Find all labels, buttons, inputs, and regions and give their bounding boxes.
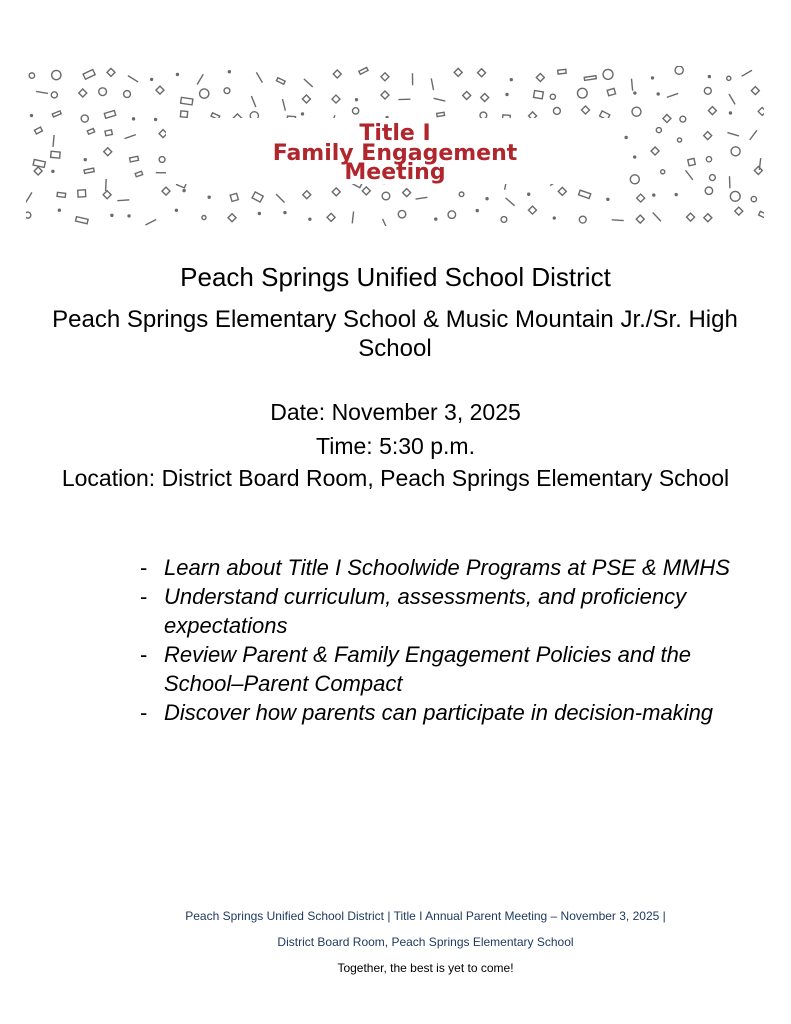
doodle-shape (634, 92, 636, 94)
meeting-time: Time: 5:30 p.m. (316, 433, 475, 459)
agenda-dash: - (140, 555, 148, 580)
doodle-shape (403, 189, 411, 197)
doodle-shape (481, 94, 489, 102)
doodle-shape (476, 210, 478, 212)
footer-tagline: Together, the best is yet to come! (337, 961, 514, 975)
doodle-shape (607, 88, 615, 95)
doodle-shape (359, 67, 368, 74)
doodle-shape (282, 99, 285, 111)
doodle-shape (754, 166, 762, 174)
doodle-shape (480, 112, 487, 119)
doodle-shape (398, 210, 405, 217)
doodle-shape (656, 128, 661, 133)
doodle-shape (352, 211, 353, 223)
doodle-shape (36, 91, 48, 93)
doodle-shape (128, 76, 138, 82)
agenda-item (140, 640, 740, 698)
doodle-shape (731, 147, 740, 156)
doodle-shape (705, 187, 712, 194)
agenda-item-text: Learn about Title I Schoolwide Programs at PSE & MMHS (164, 555, 730, 580)
doodle-shape (558, 187, 566, 195)
doodle-shape (352, 108, 358, 114)
doodle-shape (151, 78, 153, 80)
doodle-shape (125, 135, 136, 139)
doodle-shape (735, 207, 743, 215)
doodle-shape (183, 190, 185, 192)
doodle-shape (550, 94, 555, 99)
doodle-shape (634, 156, 636, 158)
doodle-shape (434, 98, 446, 101)
doodle-shape (506, 93, 508, 95)
doodle-shape (104, 111, 115, 119)
doodle-shape (478, 69, 486, 77)
doodle-shape (704, 132, 712, 140)
doodle-shape (663, 114, 671, 122)
agenda-dash: - (140, 700, 148, 725)
doodle-shape (197, 74, 203, 84)
doodle-shape (730, 191, 740, 201)
doodle-shape (276, 78, 285, 84)
doodle-shape (534, 91, 544, 99)
doodle-shape (34, 167, 42, 175)
doodle-shape (501, 217, 507, 223)
doodle-shape (251, 96, 256, 107)
doodle-shape (579, 190, 591, 198)
doodle-shape (332, 95, 340, 103)
doodle-shape (162, 187, 170, 195)
banner-title-line2: Family Engagement (272, 141, 518, 166)
doodle-shape (76, 217, 89, 224)
doodle-shape (51, 151, 61, 158)
doodle-shape (26, 192, 32, 202)
doodle-shape (758, 107, 764, 115)
doodle-shape (708, 76, 710, 78)
doodle-shape (51, 92, 57, 98)
doodle-shape (448, 211, 456, 219)
doodle-shape (105, 130, 112, 136)
meeting-details (0, 395, 791, 493)
school-doodle-pattern (26, 66, 764, 226)
doodle-shape (750, 130, 757, 140)
doodle-shape (729, 94, 735, 104)
doodle-shape (553, 217, 555, 219)
doodle-shape (553, 107, 560, 114)
doodle-shape (463, 92, 471, 100)
meeting-date: Date: November 3, 2025 (270, 399, 521, 425)
doodle-shape (124, 91, 131, 98)
doodle-shape (680, 116, 686, 122)
doodle-shape (653, 194, 655, 196)
doodle-shape (454, 68, 462, 76)
doodle-shape (228, 214, 236, 222)
doodle-shape (528, 206, 536, 214)
doodle-shape (30, 115, 32, 117)
doodle-shape (506, 198, 515, 206)
doodle-shape (284, 212, 286, 214)
doodle-shape (181, 97, 193, 104)
doodle-shape (558, 69, 567, 74)
doodle-shape (383, 219, 388, 226)
doodle-shape (224, 88, 230, 94)
doodle-shape (759, 211, 764, 219)
doodle-shape (107, 68, 115, 76)
doodle-shape (677, 138, 681, 142)
doodle-shape (133, 118, 135, 120)
title-banner (26, 66, 764, 226)
doodle-shape (145, 220, 156, 225)
doodle-shape (83, 70, 95, 80)
doodle-shape (258, 213, 260, 215)
doodle-shape (327, 213, 335, 221)
doodle-shape (675, 66, 683, 74)
doodle-shape (333, 70, 341, 78)
banner-title-line1: Title I (359, 121, 431, 146)
agenda-item-text: Review Parent & Family Engagement Policies and the School–Parent Compact (164, 642, 692, 696)
doodle-shape (117, 200, 129, 201)
doodle-shape (303, 191, 311, 199)
doodle-shape (180, 111, 187, 117)
doodle-shape (159, 157, 165, 163)
doodle-shape (332, 188, 340, 196)
doodle-shape (637, 194, 645, 202)
doodle-shape (81, 115, 88, 122)
doodle-shape (632, 107, 641, 116)
doodle-shape (536, 73, 544, 81)
doodle-shape (685, 170, 692, 180)
doodle-shape (156, 86, 164, 94)
doodle-shape (607, 198, 609, 200)
doodle-shape (751, 196, 756, 201)
doodle-shape (579, 216, 586, 223)
doodle-shape (106, 179, 107, 191)
doodle-shape (309, 218, 311, 220)
doodle-shape (688, 158, 696, 165)
doodle-shape (486, 198, 488, 200)
doodle-shape (416, 197, 428, 199)
doodle-shape (276, 194, 284, 202)
agenda-list (140, 553, 740, 727)
doodle-shape (26, 212, 31, 218)
doodle-shape (528, 193, 530, 195)
footer-line-2: District Board Room, Peach Springs Elementary School (277, 935, 574, 949)
doodle-shape (729, 112, 731, 114)
doodle-shape (630, 175, 639, 184)
doodle-shape (99, 88, 107, 96)
doodle-shape (582, 106, 590, 114)
doodle-shape (252, 192, 263, 202)
doodle-shape (381, 73, 389, 81)
doodle-shape (256, 72, 262, 82)
doodle-shape (727, 133, 738, 136)
doodle-shape (52, 70, 61, 79)
doodle-shape (382, 192, 390, 200)
banner-title-line3: Meeting (344, 160, 446, 185)
doodle-shape (704, 87, 711, 94)
doodle-shape (176, 73, 178, 75)
doodle-shape (437, 112, 445, 116)
doodle-shape (657, 93, 659, 95)
district-name: Peach Springs Unified School District (180, 262, 611, 292)
agenda-item-text: Discover how parents can participate in decision-making (164, 700, 714, 725)
doodle-shape (34, 127, 42, 134)
doodle-shape (706, 157, 711, 162)
doodle-shape (84, 168, 94, 173)
doodle-shape (175, 209, 177, 211)
doodle-shape (362, 187, 370, 195)
doodle-shape (135, 171, 143, 176)
doodle-shape (78, 190, 86, 197)
doodle-shape (687, 213, 695, 221)
doodle-shape (636, 215, 644, 223)
doodle-shape (356, 99, 358, 101)
doodle-shape (103, 191, 111, 199)
doodle-shape (87, 129, 94, 135)
doodle-shape (653, 212, 661, 221)
doodle-shape (652, 77, 654, 79)
doodle-shape (708, 107, 716, 115)
doodle-shape (301, 113, 303, 115)
doodle-shape (29, 73, 34, 78)
doodle-shape (584, 76, 596, 81)
school-names: Peach Springs Elementary School & Music Mountain Jr./Sr. High School (52, 306, 738, 362)
doodle-shape (53, 135, 54, 147)
agenda-item (140, 582, 740, 640)
doodle-shape (302, 95, 310, 103)
doodle-shape (727, 76, 731, 80)
doodle-shape (381, 91, 389, 99)
doodle-shape (704, 214, 712, 222)
doodle-shape (661, 170, 665, 174)
doodle-shape (230, 193, 238, 201)
doodle-shape (612, 220, 624, 221)
doodle-shape (200, 89, 209, 98)
doodle-shape (459, 192, 464, 197)
agenda-item (140, 698, 740, 727)
agenda-dash: - (140, 584, 148, 609)
doodle-shape (57, 192, 66, 197)
doodle-shape (128, 215, 130, 217)
doodle-shape (651, 147, 659, 155)
doodle-shape (667, 93, 678, 97)
doodle-shape (208, 196, 210, 198)
doodle-shape (228, 71, 230, 73)
doodle-shape (155, 118, 157, 120)
doodle-shape (104, 148, 112, 156)
doodle-shape (84, 159, 86, 161)
doodle-shape (510, 79, 512, 81)
doodle-shape (742, 70, 752, 76)
doodle-shape (202, 215, 206, 219)
doodle-shape (577, 88, 587, 98)
doodle-shape (52, 111, 61, 117)
doodle-shape (675, 194, 677, 196)
doodle-shape (751, 87, 759, 95)
doodle-shape (111, 214, 113, 216)
doodle-shape (130, 156, 139, 162)
doodle-shape (159, 130, 167, 138)
agenda-item-text: Understand curriculum, assessments, and proficiency expectations (164, 584, 687, 638)
doodle-shape (631, 79, 632, 91)
agenda-item (140, 553, 740, 582)
doodle-shape (625, 136, 627, 138)
doodle-shape (603, 69, 613, 79)
doodle-shape (52, 170, 54, 172)
doodle-shape (58, 209, 60, 211)
meeting-location: Location: District Board Room, Peach Springs Elementary School (61, 465, 730, 491)
footer-line-1: Peach Springs Unified School District | Title I Annual Parent Meeting – November 3, 2025 | (185, 909, 666, 923)
doodle-shape (304, 79, 313, 87)
doodle-shape (709, 175, 715, 181)
agenda-dash: - (140, 642, 148, 667)
doodle-shape (79, 89, 87, 97)
doodle-shape (431, 78, 433, 90)
doodle-shape (33, 159, 45, 167)
doodle-shape (435, 218, 437, 220)
